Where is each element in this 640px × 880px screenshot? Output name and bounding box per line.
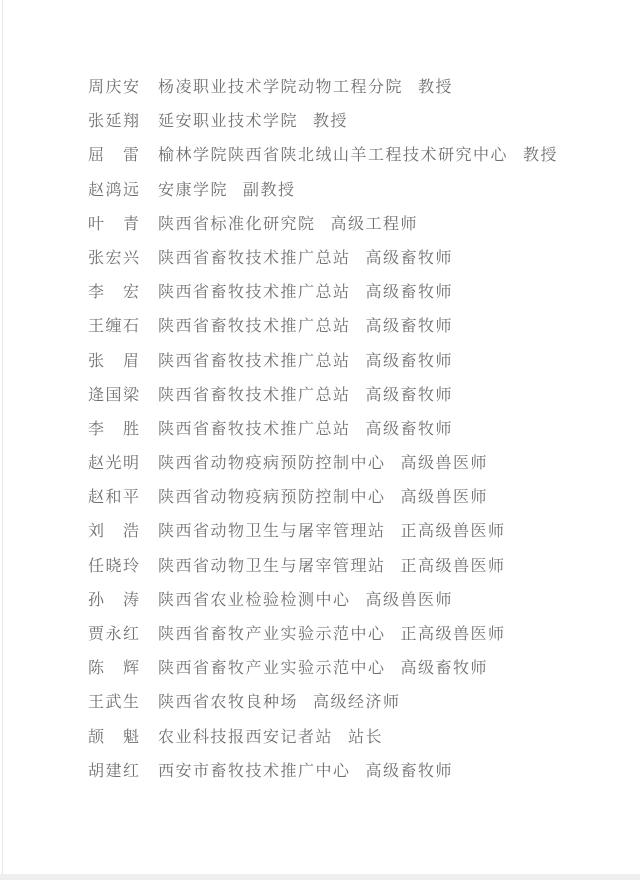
table-row: [88, 78, 620, 112]
person-name: 赵和平: [88, 489, 141, 507]
person-org: 西安市畜牧技术推广中心: [158, 762, 351, 780]
table-row: [88, 488, 620, 522]
person-title: 高级兽医师: [400, 489, 489, 507]
person-name: 李 胜: [88, 420, 141, 438]
table-row: [88, 454, 620, 488]
table-row: [88, 146, 620, 180]
person-name: 王缠石: [88, 318, 141, 336]
person-title: 高级畜牧师: [365, 318, 454, 336]
person-name: 屈 雷: [88, 147, 141, 165]
table-row: [88, 762, 620, 796]
person-org: 陕西省畜牧技术推广总站: [158, 318, 351, 336]
page-left-edge: [2, 0, 3, 880]
expert-roster-list: [88, 78, 620, 796]
person-org: 杨凌职业技术学院动物工程分院: [158, 79, 404, 96]
person-title: 高级兽医师: [400, 455, 489, 473]
person-title: 高级兽医师: [365, 591, 454, 609]
table-row: [88, 181, 620, 215]
person-org: 陕西省畜牧技术推广总站: [158, 352, 351, 370]
person-name: 刘 浩: [88, 523, 141, 541]
person-name: 李 宏: [88, 284, 141, 302]
person-name: 赵光明: [88, 455, 141, 473]
person-name: 张延翔: [88, 113, 141, 131]
person-title: 正高级兽医师: [400, 523, 506, 541]
person-name: 张宏兴: [88, 249, 141, 267]
table-row: [88, 693, 620, 727]
table-row: [88, 215, 620, 249]
person-org: 陕西省动物疫病预防控制中心: [158, 455, 386, 473]
person-title: 高级畜牧师: [365, 284, 454, 302]
person-title: 教授: [523, 147, 559, 165]
person-org: 陕西省畜牧技术推广总站: [158, 386, 351, 404]
table-row: [88, 591, 620, 625]
person-name: 颉 魁: [88, 728, 141, 746]
person-org: 榆林学院陕西省陕北绒山羊工程技术研究中心: [158, 147, 509, 165]
table-row: [88, 420, 620, 454]
person-org: 安康学院: [158, 181, 229, 199]
person-org: 陕西省农业检验检测中心: [158, 591, 351, 609]
person-title: 高级经济师: [313, 694, 401, 712]
person-title: 高级畜牧师: [365, 352, 454, 370]
table-row: [88, 283, 620, 317]
person-org: 陕西省畜牧技术推广总站: [158, 284, 351, 302]
person-title: 高级畜牧师: [365, 386, 454, 404]
person-name: 张 眉: [88, 352, 141, 370]
person-name: 赵鸿远: [88, 181, 141, 199]
table-row: [88, 728, 620, 762]
person-name: 任晓玲: [88, 557, 141, 575]
person-name: 王武生: [88, 694, 141, 712]
person-org: 陕西省畜牧产业实验示范中心: [158, 626, 386, 643]
table-row: [88, 112, 620, 146]
person-org: 陕西省畜牧产业实验示范中心: [158, 660, 386, 678]
person-name: 贾永红: [88, 626, 141, 643]
person-title: 站长: [348, 728, 384, 746]
person-title: 高级畜牧师: [365, 420, 454, 438]
person-org: 陕西省动物疫病预防控制中心: [158, 489, 386, 507]
person-name: 陈 辉: [88, 660, 141, 678]
table-row: [88, 625, 620, 659]
person-title: 高级畜牧师: [365, 762, 454, 780]
person-title: 高级畜牧师: [400, 660, 489, 678]
person-name: 叶 青: [88, 215, 141, 233]
person-title: 正高级兽医师: [400, 557, 506, 575]
person-org: 延安职业技术学院: [158, 113, 299, 131]
table-row: [88, 557, 620, 591]
person-name: 孙 涛: [88, 591, 141, 609]
table-row: [88, 317, 620, 351]
person-org: 陕西省畜牧技术推广总站: [158, 249, 351, 267]
page-bottom-edge: [0, 874, 640, 880]
person-org: 陕西省标准化研究院: [158, 215, 316, 233]
table-row: [88, 352, 620, 386]
person-org: 农业科技报西安记者站: [158, 728, 334, 746]
person-title: 教授: [418, 79, 454, 96]
table-row: [88, 249, 620, 283]
person-org: 陕西省畜牧技术推广总站: [158, 420, 351, 438]
person-name: 胡建红: [88, 762, 141, 780]
person-title: 副教授: [243, 181, 296, 199]
person-title: 教授: [313, 113, 349, 131]
person-org: 陕西省动物卫生与屠宰管理站: [158, 523, 386, 541]
person-org: 陕西省动物卫生与屠宰管理站: [158, 557, 386, 575]
person-title: 高级工程师: [330, 215, 419, 233]
table-row: [88, 659, 620, 693]
person-org: 陕西省农牧良种场: [158, 694, 299, 712]
table-row: [88, 522, 620, 556]
person-title: 正高级兽医师: [400, 626, 506, 643]
person-name: 周庆安: [88, 79, 141, 96]
person-name: 逄国梁: [88, 386, 141, 404]
person-title: 高级畜牧师: [365, 249, 454, 267]
table-row: [88, 386, 620, 420]
